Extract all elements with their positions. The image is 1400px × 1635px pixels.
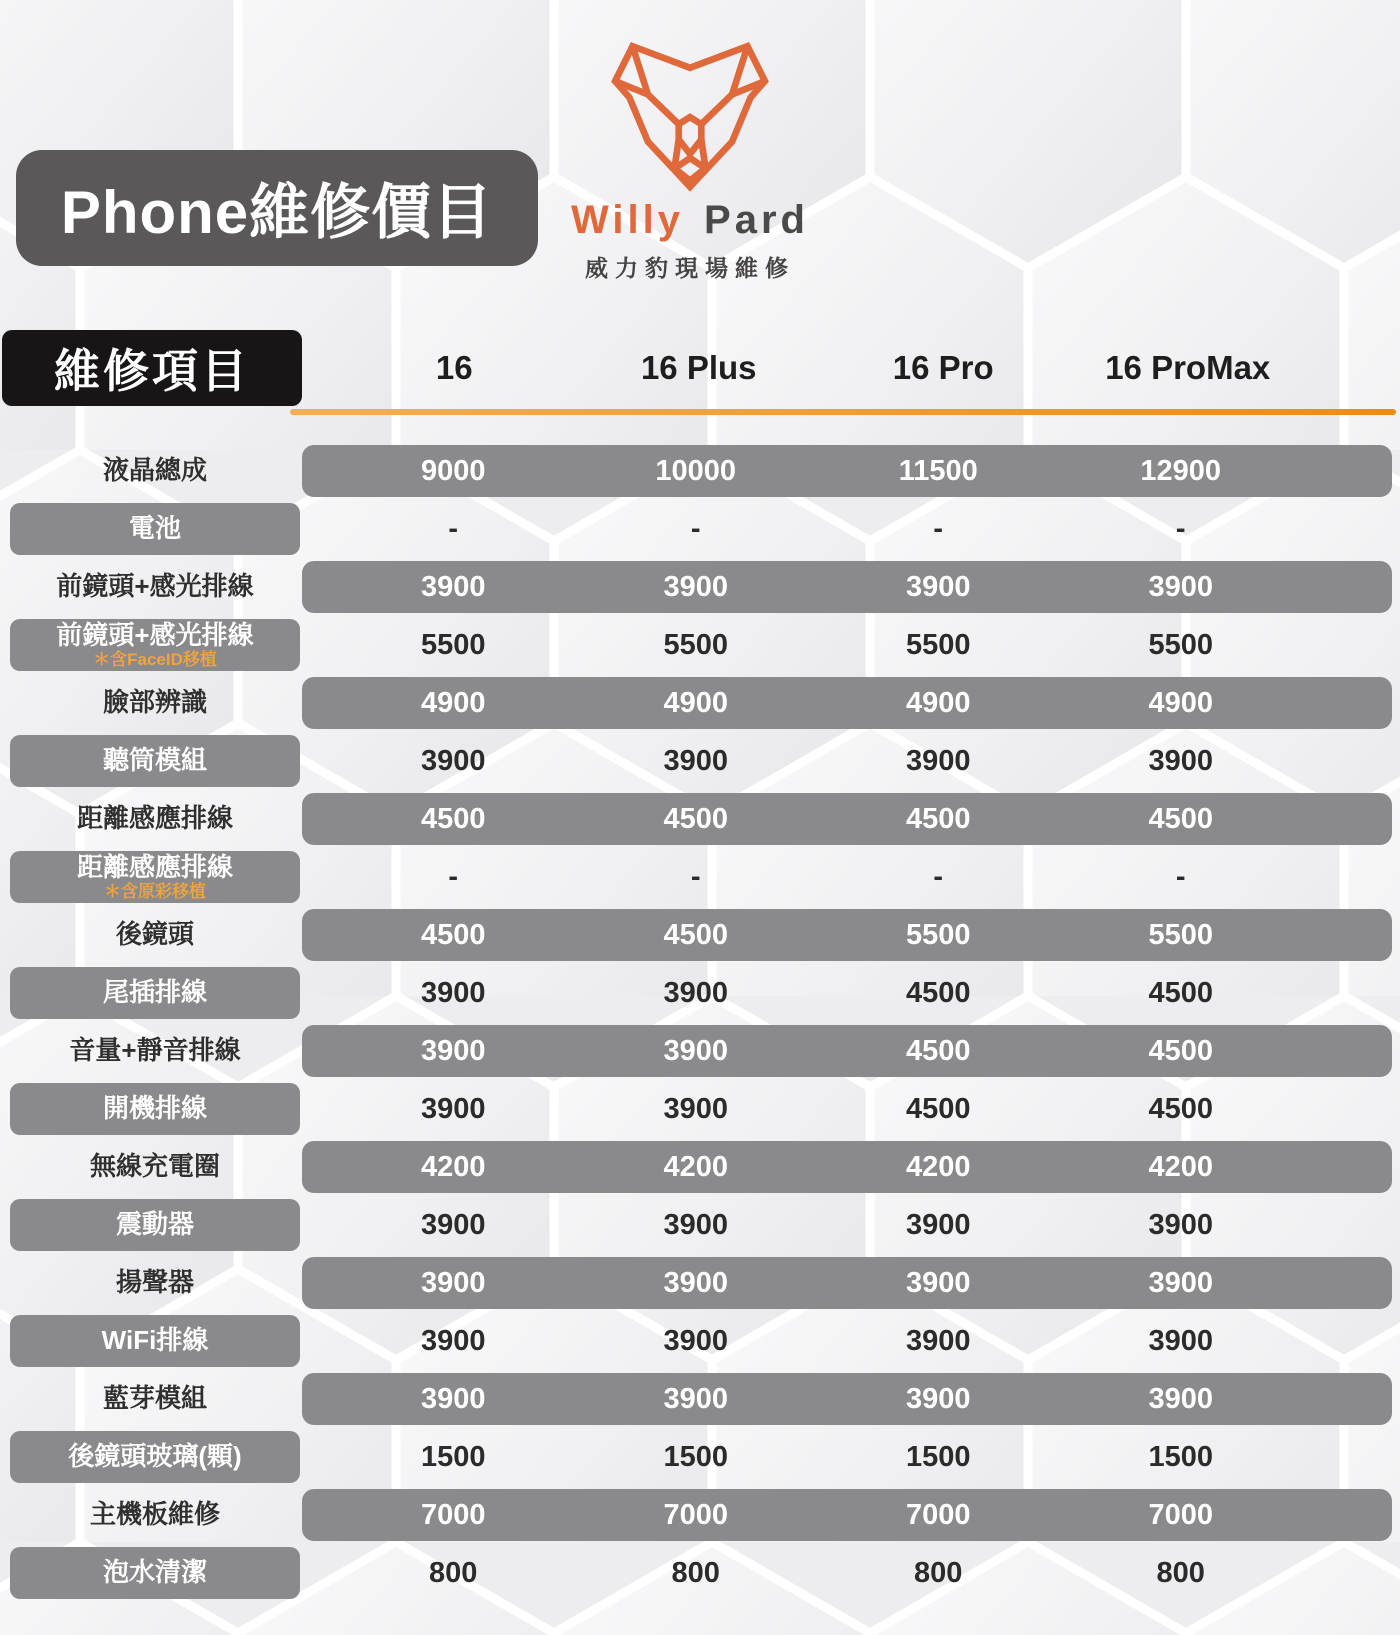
row-label bbox=[10, 1315, 300, 1367]
price-cell: 3900 bbox=[1148, 1324, 1213, 1357]
row-label-text: 泡水清潔 bbox=[102, 1557, 207, 1588]
row-label-text: 電池 bbox=[128, 513, 181, 544]
row-label bbox=[10, 677, 300, 729]
row-values bbox=[302, 1547, 1392, 1599]
price-cell: 4900 bbox=[1148, 686, 1213, 719]
column-header: 16 Plus bbox=[640, 349, 757, 386]
table-row bbox=[0, 619, 1400, 671]
price-cell: 4900 bbox=[420, 686, 486, 719]
row-label bbox=[10, 909, 300, 961]
row-values bbox=[302, 735, 1392, 787]
row-values bbox=[302, 503, 1392, 555]
price-cell: 3900 bbox=[905, 1324, 971, 1357]
price-cell: 4500 bbox=[1148, 1092, 1213, 1125]
price-cell: 3900 bbox=[420, 744, 486, 777]
price-cell: 3900 bbox=[663, 1382, 728, 1415]
brand-name-gray: Pard bbox=[704, 198, 809, 242]
table-corner-label: 維修項目 bbox=[2, 330, 302, 406]
price-cell: 4500 bbox=[1148, 802, 1213, 835]
row-values bbox=[302, 619, 1392, 671]
price-cell: 3900 bbox=[1148, 1208, 1213, 1241]
price-cell: 3900 bbox=[905, 744, 971, 777]
row-label bbox=[10, 445, 300, 497]
row-values bbox=[302, 793, 1392, 845]
price-cell: 10000 bbox=[655, 454, 737, 487]
row-values bbox=[302, 1431, 1392, 1483]
row-values bbox=[302, 1315, 1392, 1367]
price-cell: 4500 bbox=[663, 918, 728, 951]
row-label-text: 後鏡頭 bbox=[115, 919, 194, 950]
table-row bbox=[0, 1141, 1400, 1193]
row-label-text: 前鏡頭+感光排線 bbox=[56, 620, 254, 651]
row-label bbox=[10, 1141, 300, 1193]
price-cell: 4500 bbox=[663, 802, 728, 835]
header-underline bbox=[290, 409, 1396, 415]
price-cell: 4200 bbox=[905, 1150, 971, 1183]
price-cell: 3900 bbox=[905, 570, 971, 603]
table-row bbox=[0, 967, 1400, 1019]
table-row bbox=[0, 503, 1400, 555]
price-cell: 5500 bbox=[663, 628, 728, 661]
row-label bbox=[10, 1431, 300, 1483]
row-label bbox=[10, 503, 300, 555]
price-cell: 3900 bbox=[420, 1034, 486, 1067]
price-cell: 3900 bbox=[420, 1324, 486, 1357]
price-cell: 3900 bbox=[420, 976, 486, 1009]
price-cell: 7000 bbox=[420, 1498, 486, 1531]
row-label-text: 無線充電圈 bbox=[89, 1151, 220, 1182]
price-cell: 4900 bbox=[663, 686, 728, 719]
row-label bbox=[10, 1199, 300, 1251]
price-cell: 4900 bbox=[905, 686, 971, 719]
price-cell: 4200 bbox=[1148, 1150, 1213, 1183]
row-label-text: 距離感應排線 bbox=[76, 852, 233, 883]
price-cell: 3900 bbox=[420, 1266, 486, 1299]
row-note: ＊含原彩移植 bbox=[104, 881, 206, 901]
price-cell: 800 bbox=[429, 1556, 478, 1589]
row-values bbox=[302, 1083, 1392, 1135]
brand-name-orange: Willy bbox=[571, 198, 685, 242]
column-header-row bbox=[302, 336, 1400, 400]
row-values bbox=[302, 677, 1392, 729]
row-label bbox=[10, 793, 300, 845]
table-row bbox=[0, 909, 1400, 961]
price-cell: 3900 bbox=[663, 1092, 728, 1125]
price-cell: 3900 bbox=[1148, 1382, 1213, 1415]
price-cell: 800 bbox=[1156, 1556, 1205, 1589]
row-label bbox=[10, 1373, 300, 1425]
price-cell: 3900 bbox=[905, 1266, 971, 1299]
price-cell: - bbox=[1175, 860, 1186, 893]
row-label bbox=[10, 561, 300, 613]
price-cell: 3900 bbox=[663, 976, 728, 1009]
price-cell: 1500 bbox=[663, 1440, 728, 1473]
price-cell: 3900 bbox=[420, 1092, 486, 1125]
row-label bbox=[10, 619, 300, 671]
row-label-text: 藍芽模組 bbox=[102, 1383, 207, 1414]
row-label-text: 前鏡頭+感光排線 bbox=[56, 571, 254, 602]
row-label-text: 後鏡頭玻璃(顆) bbox=[68, 1441, 242, 1472]
row-values bbox=[302, 1025, 1392, 1077]
row-label bbox=[10, 1025, 300, 1077]
table-row bbox=[0, 1083, 1400, 1135]
price-cell: 5500 bbox=[420, 628, 486, 661]
price-cell: 4200 bbox=[420, 1150, 486, 1183]
page-title bbox=[16, 150, 538, 266]
price-cell: 3900 bbox=[663, 1208, 728, 1241]
table-row bbox=[0, 561, 1400, 613]
row-values bbox=[302, 561, 1392, 613]
column-header: 16 Pro bbox=[892, 349, 994, 386]
column-header: 16 bbox=[435, 349, 473, 386]
brand-name bbox=[558, 198, 822, 243]
price-cell: 3900 bbox=[905, 1382, 971, 1415]
price-cell: 4500 bbox=[905, 1034, 971, 1067]
price-cell: 3900 bbox=[1148, 1266, 1213, 1299]
price-cell: 3900 bbox=[663, 1266, 728, 1299]
price-cell: 4500 bbox=[905, 802, 971, 835]
row-label-text: 震動器 bbox=[115, 1209, 194, 1240]
price-cell: 5500 bbox=[905, 918, 971, 951]
row-label-text: 開機排線 bbox=[102, 1093, 207, 1124]
price-cell: 4500 bbox=[905, 976, 971, 1009]
price-cell: 3900 bbox=[1148, 570, 1213, 603]
price-cell: 1500 bbox=[1148, 1440, 1213, 1473]
price-cell: - bbox=[933, 512, 944, 545]
table-row bbox=[0, 793, 1400, 845]
price-cell: 3900 bbox=[420, 1208, 486, 1241]
table-row bbox=[0, 1373, 1400, 1425]
row-label-text: 距離感應排線 bbox=[76, 803, 233, 834]
table-row bbox=[0, 445, 1400, 497]
price-cell: 4500 bbox=[420, 918, 486, 951]
price-cell: 800 bbox=[671, 1556, 720, 1589]
row-label bbox=[10, 1547, 300, 1599]
brand-subtitle: 威力豹現場維修 bbox=[585, 255, 795, 281]
row-values bbox=[302, 1199, 1392, 1251]
table-row bbox=[0, 1547, 1400, 1599]
price-cell: 4500 bbox=[1148, 976, 1213, 1009]
row-values bbox=[302, 445, 1392, 497]
row-label bbox=[10, 1257, 300, 1309]
row-label-text: 尾插排線 bbox=[102, 977, 207, 1008]
price-cell: 5500 bbox=[1148, 918, 1213, 951]
row-label-text: 臉部辨識 bbox=[102, 687, 207, 718]
price-cell: 7000 bbox=[663, 1498, 728, 1531]
table-row bbox=[0, 1199, 1400, 1251]
price-cell: 7000 bbox=[1148, 1498, 1213, 1531]
price-cell: 1500 bbox=[420, 1440, 486, 1473]
table-row bbox=[0, 1431, 1400, 1483]
row-label-text: 音量+靜音排線 bbox=[69, 1035, 241, 1066]
row-values bbox=[302, 1141, 1392, 1193]
price-cell: 4200 bbox=[663, 1150, 728, 1183]
row-note: ＊含FaceID移植 bbox=[93, 649, 217, 669]
price-cell: - bbox=[448, 512, 459, 545]
price-cell: - bbox=[690, 512, 701, 545]
price-cell: 5500 bbox=[905, 628, 971, 661]
price-cell: 3900 bbox=[663, 744, 728, 777]
row-values bbox=[302, 1373, 1392, 1425]
table-row bbox=[0, 1257, 1400, 1309]
price-cell: 800 bbox=[914, 1556, 963, 1589]
price-cell: 3900 bbox=[905, 1208, 971, 1241]
table-row bbox=[0, 851, 1400, 903]
row-label bbox=[10, 967, 300, 1019]
table-row bbox=[0, 1315, 1400, 1367]
price-cell: 12900 bbox=[1140, 454, 1222, 487]
price-cell: 9000 bbox=[420, 454, 486, 487]
price-cell: 11500 bbox=[898, 454, 978, 487]
price-cell: 7000 bbox=[905, 1498, 971, 1531]
price-cell: 3900 bbox=[1148, 744, 1213, 777]
brand-logo bbox=[558, 38, 822, 283]
row-label bbox=[10, 1083, 300, 1135]
row-values bbox=[302, 967, 1392, 1019]
table-row bbox=[0, 1025, 1400, 1077]
price-cell: 5500 bbox=[1148, 628, 1213, 661]
row-label-text: 主機板維修 bbox=[89, 1499, 220, 1530]
row-label-text: 揚聲器 bbox=[115, 1267, 194, 1298]
price-cell: - bbox=[690, 860, 701, 893]
price-cell: 3900 bbox=[663, 1034, 728, 1067]
column-header: 16 ProMax bbox=[1105, 349, 1271, 386]
table-row bbox=[0, 677, 1400, 729]
price-cell: 4500 bbox=[905, 1092, 971, 1125]
row-label bbox=[10, 851, 300, 903]
price-cell: - bbox=[933, 860, 944, 893]
row-label-text: 液晶總成 bbox=[102, 455, 207, 486]
price-cell: 3900 bbox=[420, 1382, 486, 1415]
leopard-logo-icon bbox=[597, 38, 783, 194]
row-label bbox=[10, 1489, 300, 1541]
row-label-text: WiFi排線 bbox=[101, 1325, 209, 1356]
price-cell: 4500 bbox=[420, 802, 486, 835]
price-cell: 3900 bbox=[663, 1324, 728, 1357]
row-label-text: 聽筒模組 bbox=[102, 745, 207, 776]
table-row bbox=[0, 735, 1400, 787]
price-table-body bbox=[0, 445, 1400, 1605]
row-values bbox=[302, 1257, 1392, 1309]
price-cell: 3900 bbox=[663, 570, 728, 603]
price-cell: - bbox=[448, 860, 459, 893]
price-cell: 1500 bbox=[905, 1440, 971, 1473]
price-cell: - bbox=[1175, 512, 1186, 545]
row-values bbox=[302, 909, 1392, 961]
row-values bbox=[302, 1489, 1392, 1541]
price-cell: 3900 bbox=[420, 570, 486, 603]
row-values bbox=[302, 851, 1392, 903]
price-cell: 4500 bbox=[1148, 1034, 1213, 1067]
page-title-text: Phone維修價目 bbox=[60, 179, 494, 246]
row-label bbox=[10, 735, 300, 787]
table-row bbox=[0, 1489, 1400, 1541]
